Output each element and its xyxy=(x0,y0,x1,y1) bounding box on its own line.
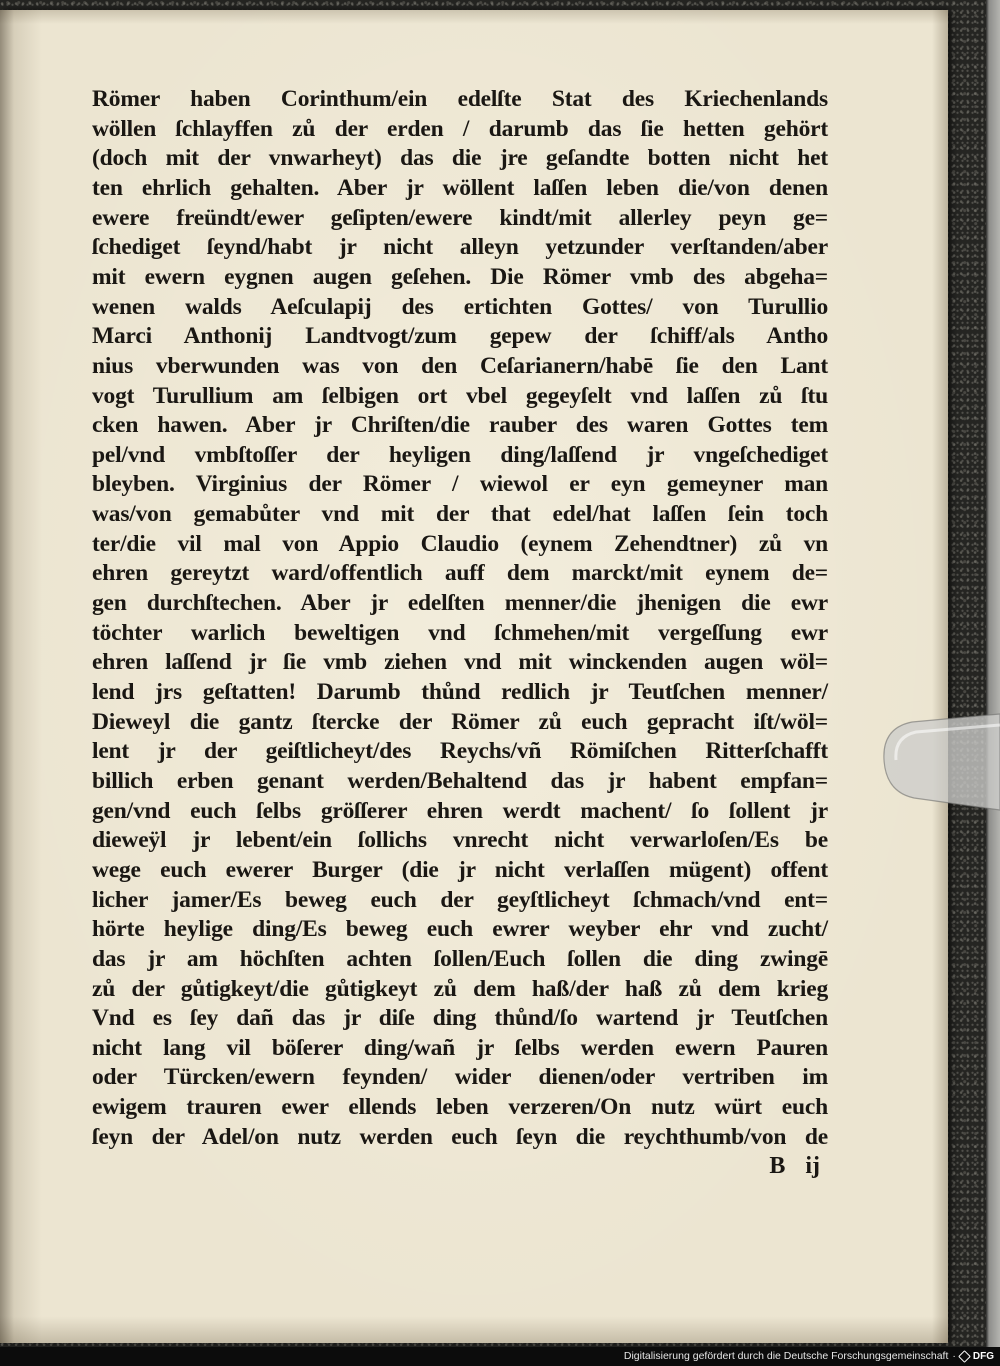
text-line: vogt Turullium am ſelbigen ort vbel gegeyſelt vnd laſſen zů ſtu xyxy=(92,382,828,409)
text-line: bleyben. Virginius der Römer / wiewol er eyn gemeyner man xyxy=(92,471,828,498)
text-line: dieweÿl jr lebent/ein ſollichs vnrecht nicht verwarloſen/Es be xyxy=(92,827,828,854)
text-line: ewigem trauren ewer ellends leben verzeren/On nutz würt euch xyxy=(92,1094,828,1121)
text-line: töchter warlich beweltigen vnd ſchmehen/mit vergeſſung ewr xyxy=(92,619,828,646)
text-line: (doch mit der vnwarheyt) das die jre geſandte botten nicht het xyxy=(92,145,828,172)
dfg-logo-icon xyxy=(958,1350,971,1363)
credit-separator: · xyxy=(952,1350,956,1362)
text-line: licher jamer/Es beweg euch der geyſtlicheyt ſchmach/vnd ent= xyxy=(92,886,828,913)
text-line: nicht lang vil böſerer ding/wañ jr ſelbs werden ewern Pauren xyxy=(92,1034,828,1061)
text-line: ehren laſſend jr ſie vmb ziehen vnd mit winckenden augen wöl= xyxy=(92,649,828,676)
text-line: Römer haben Corinthum/ein edelſte Stat des Kriechenlands xyxy=(92,86,828,112)
text-line: Vnd es ſey dañ das jr diſe ding thůnd/ſo wartend jr Teutſchen xyxy=(92,1005,828,1032)
text-line: ewere freündt/ewer geſipten/ewere kindt/mit allerley peyn ge= xyxy=(92,204,828,231)
text-line: hörte heylige ding/Es beweg euch ewrer weyber ehr vnd zucht/ xyxy=(92,916,828,943)
text-line: das jr am höchſten achten ſollen/Euch ſollen die ding zwingē xyxy=(92,945,828,972)
text-line: mit ewern eygnen augen geſehen. Die Römer vmb des abgeha= xyxy=(92,263,828,290)
funding-credit xyxy=(624,1350,994,1363)
text-line: nius vberwunden was von den Ceſarianern/habē ſie den Lant xyxy=(92,352,828,379)
text-line: wege euch ewerer Burger (die jr nicht verlaſſen mügent) offent xyxy=(92,856,828,883)
text-line: gen durchſtechen. Aber jr edelſten menner/die jhenigen die ewr xyxy=(92,590,828,617)
scanner-edge-strip xyxy=(986,0,1000,1347)
text-line: cken hawen. Aber jr Chriſten/die rauber des waren Gottes tem xyxy=(92,412,828,439)
text-line: zů der gůtigkeyt/die gůtigkeyt zů dem haß/der haß zů dem krieg xyxy=(92,975,828,1002)
text-line: ten ehrlich gehalten. Aber jr wöllent laſſen leben die/von denen xyxy=(92,174,828,201)
funding-credit-text: Digitalisierung gefördert durch die Deutsche Forschungsgemeinschaft xyxy=(623,1350,949,1362)
text-line: ſchediget ſeynd/habt jr nicht alleyn yetzunder verſtanden/aber xyxy=(92,234,828,261)
text-line: was/von gemabůter vnd mit der that edel/hat laſſen ſein toch xyxy=(92,501,828,528)
text-line: Marci Anthonij Landtvogt/zum gepew der ſchiff/als Antho xyxy=(92,323,828,350)
text-line: lent jr der geiſtlicheyt/des Reychs/vñ Römiſchen Ritterſchafft xyxy=(92,738,828,765)
text-block xyxy=(92,85,828,1265)
footer-bar xyxy=(0,1347,1000,1366)
text-line: oder Türcken/ewern feynden/ wider dienen/oder vertriben im xyxy=(92,1064,828,1091)
text-line: lend jrs geſtatten! Darumb thůnd redlich jr Teutſchen menner/ xyxy=(92,679,828,705)
dfg-logo-text: DFG xyxy=(972,1351,994,1362)
text-line: pel/vnd vmbſtoſſer der heyligen ding/laſſend jr vngeſchediget xyxy=(92,441,828,468)
text-line: ſeyn der Adel/on nutz werden euch ſeyn die reychthumb/von de xyxy=(92,1123,828,1150)
text-line: billich erben genant werden/Behaltend das jr habent empfan= xyxy=(92,767,828,794)
text-line: Dieweyl die gantz ſtercke der Römer zů euch gepracht iſt/wöl= xyxy=(92,708,828,735)
dfg-logo xyxy=(960,1350,994,1363)
text-line: wenen walds Aeſculapij des ertichten Gottes/ von Turullio xyxy=(92,293,828,320)
signature-mark: B ij xyxy=(769,1153,820,1180)
text-line: ter/die vil mal von Appio Claudio (eynem Zehendtner) zů vn xyxy=(92,530,828,557)
text-line: wöllen ſchlayffen zů der erden / darumb das ſie hetten gehört xyxy=(92,115,828,142)
text-line: gen/vnd euch ſelbs gröſſerer ehren werdt machent/ ſo ſollent jr xyxy=(92,797,828,824)
text-line: ehren gereytzt ward/offentlich auff dem marckt/mit eynem de= xyxy=(92,560,828,587)
page-clip xyxy=(870,705,1000,820)
